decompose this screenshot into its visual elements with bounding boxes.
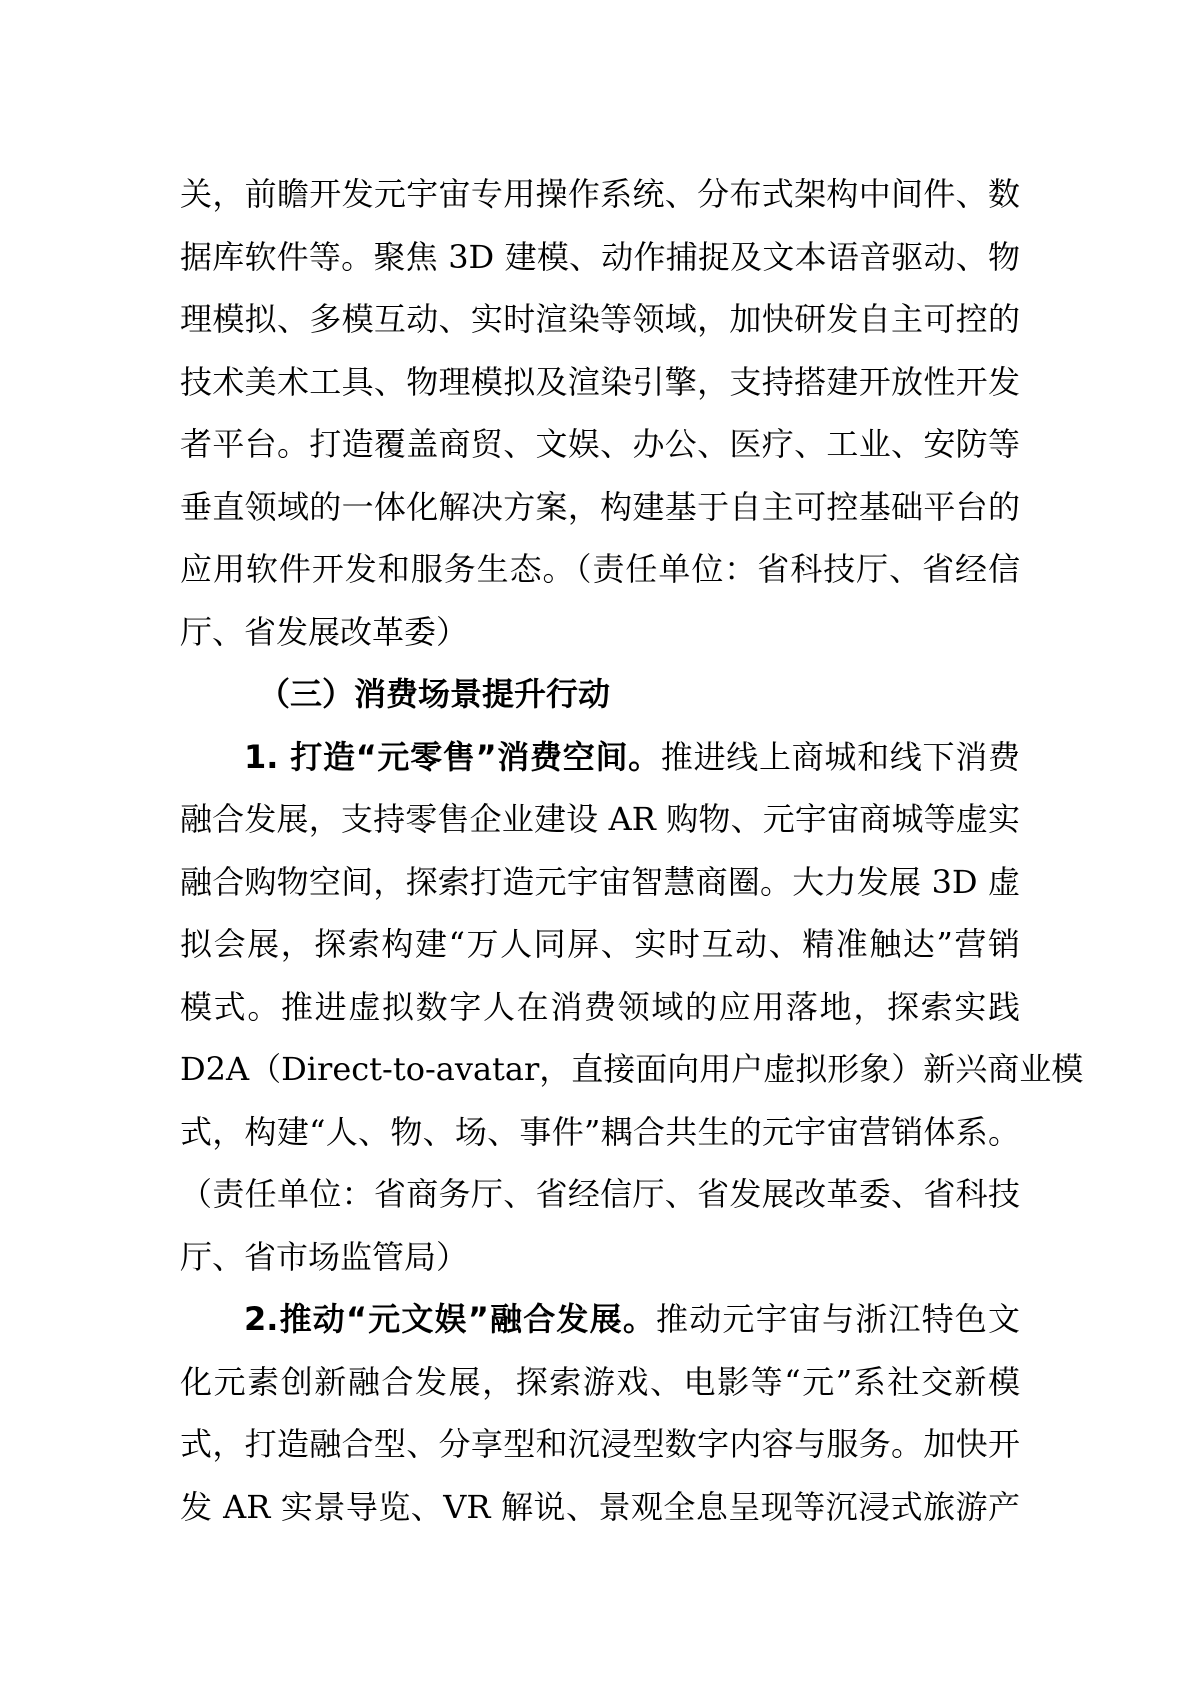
item-lead-title: 1. 打造“元零售”消费空间。 [244,737,661,776]
document-body [180,163,1084,1538]
text-line: 式，打造融合型、分享型和沉浸型数字内容与服务。加快开 [180,1425,1020,1463]
text-line: 融合购物空间，探索打造元宇宙智慧商圈。大力发展 3D 虚 [180,862,1020,901]
text-line: 发 AR 实景导览、VR 解说、景观全息呈现等沉浸式旅游产 [180,1487,1020,1526]
paragraph-meta-retail [180,726,1084,1289]
text-line: 技术美术工具、物理模拟及渲染引擎，支持搭建开放性开发 [180,362,1020,401]
text-line: 厅、省发展改革委） [180,612,469,651]
text-line: 式，构建“人、物、场、事件”耦合共生的元宇宙营销体系。 [180,1112,1020,1151]
section-heading: （三）消费场景提升行动 [258,675,611,713]
text-line: 化元素创新融合发展，探索游戏、电影等“元”系社交新模 [180,1362,1020,1401]
text-line: 拟会展，探索构建“万人同屏、实时互动、精准触达”营销 [180,925,1020,963]
text-line: （责任单位：省商务厅、省经信厅、省发展改革委、省科技 [180,1175,1020,1213]
item-lead-rest: 推进线上商城和线下消费 [660,737,1020,776]
text-line [180,1288,1020,1351]
text-line: 模式。推进虚拟数字人在消费领域的应用落地，探索实践 [180,987,1020,1026]
paragraph-platform-software [180,163,1020,663]
text-line: 应用软件开发和服务生态。（责任单位：省科技厅、省经信 [180,550,1020,588]
text-line: 厅、省市场监管局） [180,1237,469,1276]
text-line: 者平台。打造覆盖商贸、文娱、办公、医疗、工业、安防等 [180,425,1020,463]
item-lead-title: 2.推动“元文娱”融合发展。 [244,1300,657,1338]
text-line: 融合发展，支持零售企业建设 AR 购物、元宇宙商城等虚实 [180,800,1020,838]
text-line: 据库软件等。聚焦 3D 建模、动作捕捉及文本语音驱动、物 [180,237,1020,276]
text-line: 垂直领域的一体化解决方案，构建基于自主可控基础平台的 [180,487,1020,526]
paragraph-meta-entertainment [180,1288,1020,1538]
item-lead-rest: 推动元宇宙与浙江特色文 [656,1300,1020,1338]
text-line: D2A（Direct-to-avatar，直接面向用户虚拟形象）新兴商业模 [180,1050,1084,1088]
text-line [180,726,1020,789]
text-line: 关，前瞻开发元宇宙专用操作系统、分布式架构中间件、数 [180,175,1020,213]
text-line: 理模拟、多模互动、实时渲染等领域，加快研发自主可控的 [180,300,1020,338]
